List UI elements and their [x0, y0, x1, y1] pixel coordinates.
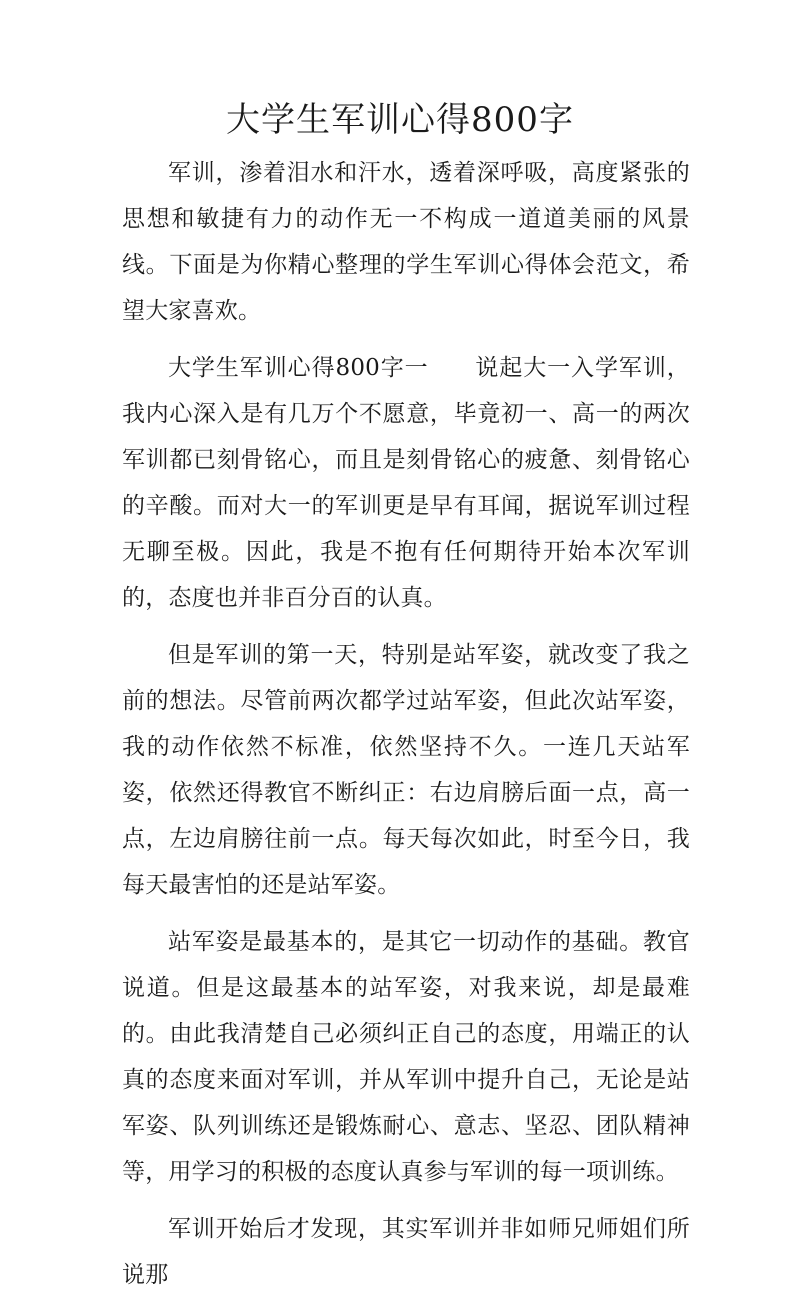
section-one-paragraph: [122, 345, 690, 621]
standing-posture-paragraph: 但是军训的第一天，特别是站军姿，就改变了我之前的想法。尽管前两次都学过站军姿，但此次站军姿，我的动作依然不标准，依然坚持不久。一连几天站军姿，依然还得教官不断纠正：右边肩膀后面一点，高一点，左边肩膀往前一点。每天每次如此，时至今日，我每天最害怕的还是站军姿。: [122, 642, 690, 898]
document-body: [122, 150, 690, 1309]
section-heading: 大学生军训心得800字一: [168, 355, 429, 381]
document-title: 大学生军训心得800字: [226, 100, 574, 140]
section-one-text: 说起大一入学军训，我内心深入是有几万个不愿意，毕竟初一、高一的两次军训都已刻骨铭心，而且是刻骨铭心的疲惫、刻骨铭心的辛酸。而对大一的军训更是早有耳闻，据说军训过程无聊至极。因此，我是不抱有任何期待开始本次军训的，态度也并非百分百的认真。: [122, 355, 690, 611]
intro-paragraph: 军训，渗着泪水和汗水，透着深呼吸，高度紧张的思想和敏捷有力的动作无一不构成一道道美丽的风景线。下面是为你精心整理的学生军训心得体会范文，希望大家喜欢。: [122, 160, 690, 324]
basics-paragraph: 站军姿是最基本的，是其它一切动作的基础。教官说道。但是这最基本的站军姿，对我来说，却是最难的。由此我清楚自己必须纠正自己的态度，用端正的认真的态度来面对军训，并从军训中提升自己，无论是站军姿、队列训练还是锻炼耐心、意志、坚忍、团队精神等，用学习的积极的态度认真参与军训的每一项训练。: [122, 929, 690, 1185]
closing-paragraph: 军训开始后才发现，其实军训并非如师兄师姐们所说那: [122, 1216, 690, 1288]
